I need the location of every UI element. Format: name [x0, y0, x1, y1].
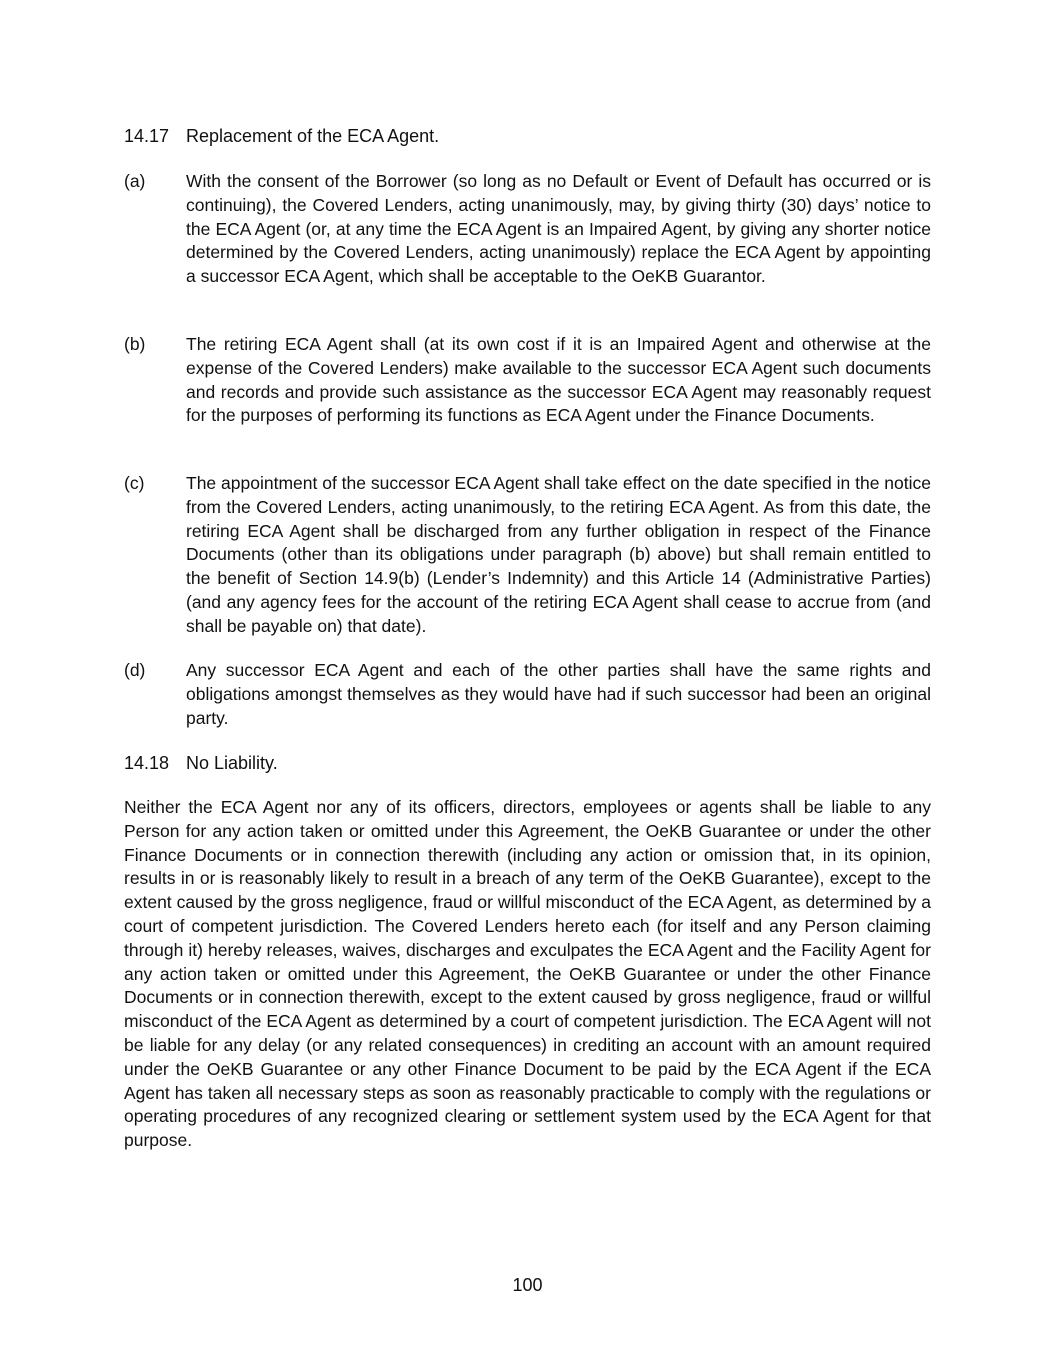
clause-d — [124, 659, 931, 730]
clause-label: (b) — [124, 334, 146, 354]
section-heading-14-18 — [124, 751, 278, 775]
clause-c — [124, 472, 931, 639]
section-number: 14.18 — [124, 753, 170, 773]
clause-label: (c) — [124, 473, 145, 493]
clause-text: With the consent of the Borrower (so long as no Default or Event of Default has occurred or is continuing), the Covered Lenders, acting unanimously, may, by giving thirty (30) days’ notice to the ECA Agent (or, at any time the ECA Agent is an Impaired Agent, by giving any shorter notice determined by the Covered Lenders, acting unanimously) replace the ECA Agent by appointing a successor ECA Agent, which shall be acceptable to the OeKB Guarantor. — [186, 171, 931, 287]
section-title: No Liability. — [186, 753, 278, 773]
section-heading-14-17 — [124, 124, 439, 148]
section-number: 14.17 — [124, 126, 170, 146]
clause-text: The retiring ECA Agent shall (at its own cost if it is an Impaired Agent and otherwise at the expense of the Covered Lenders) make available to the successor ECA Agent such documents and records and provide such assistance as the successor ECA Agent may reasonably request for the purposes of performing its functions as ECA Agent under the Finance Documents. — [186, 334, 931, 426]
clause-text: Any successor ECA Agent and each of the other parties shall have the same rights and obligations amongst themselves as they would have had if such successor had been an original party. — [186, 660, 931, 728]
clause-b — [124, 333, 931, 428]
clause-text: The appointment of the successor ECA Agent shall take effect on the date specified in the notice from the Covered Lenders, acting unanimously, to the retiring ECA Agent. As from this date, the retiring ECA Agent shall be discharged from any further obligation in respect of the Finance Documents (other than its obligations under paragraph (b) above) but shall remain entitled to the benefit of Section 14.9(b) (Lender’s Indemnity) and this Article 14 (Administrative Parties) (and any agency fees for the account of the retiring ECA Agent shall cease to accrue from (and shall be payable on) that date). — [186, 473, 931, 636]
no-liability-paragraph: Neither the ECA Agent nor any of its officers, directors, employees or agents shall be liable to any Person for any action taken or omitted under this Agreement, the OeKB Guarantee or under the other Finance Documents or in connection therewith (including any action or omission that, in its opinion, results in or is reasonably likely to result in a breach of any term of the OeKB Guarantee), except to the extent caused by the gross negligence, fraud or willful misconduct of the ECA Agent, as determined by a court of competent jurisdiction. The Covered Lenders hereto each (for itself and any Person claiming through it) hereby releases, waives, discharges and exculpates the ECA Agent and the Facility Agent for any action taken or omitted under this Agreement, the OeKB Guarantee or under the other Finance Documents or in connection therewith, except to the extent caused by gross negligence, fraud or willful misconduct of the ECA Agent as determined by a court of competent jurisdiction. The ECA Agent will not be liable for any delay (or any related consequences) in crediting an account with an amount required under the OeKB Guarantee or any other Finance Document to be paid by the ECA Agent if the ECA Agent has taken all necessary steps as soon as reasonably practicable to comply with the regulations or operating procedures of any recognized clearing or settlement system used by the ECA Agent for that purpose. — [124, 797, 931, 1151]
clause-label: (d) — [124, 660, 146, 680]
clause-label: (a) — [124, 171, 146, 191]
clause-a — [124, 170, 931, 289]
section-title: Replacement of the ECA Agent. — [186, 126, 440, 146]
page-number: 100 — [512, 1275, 543, 1295]
